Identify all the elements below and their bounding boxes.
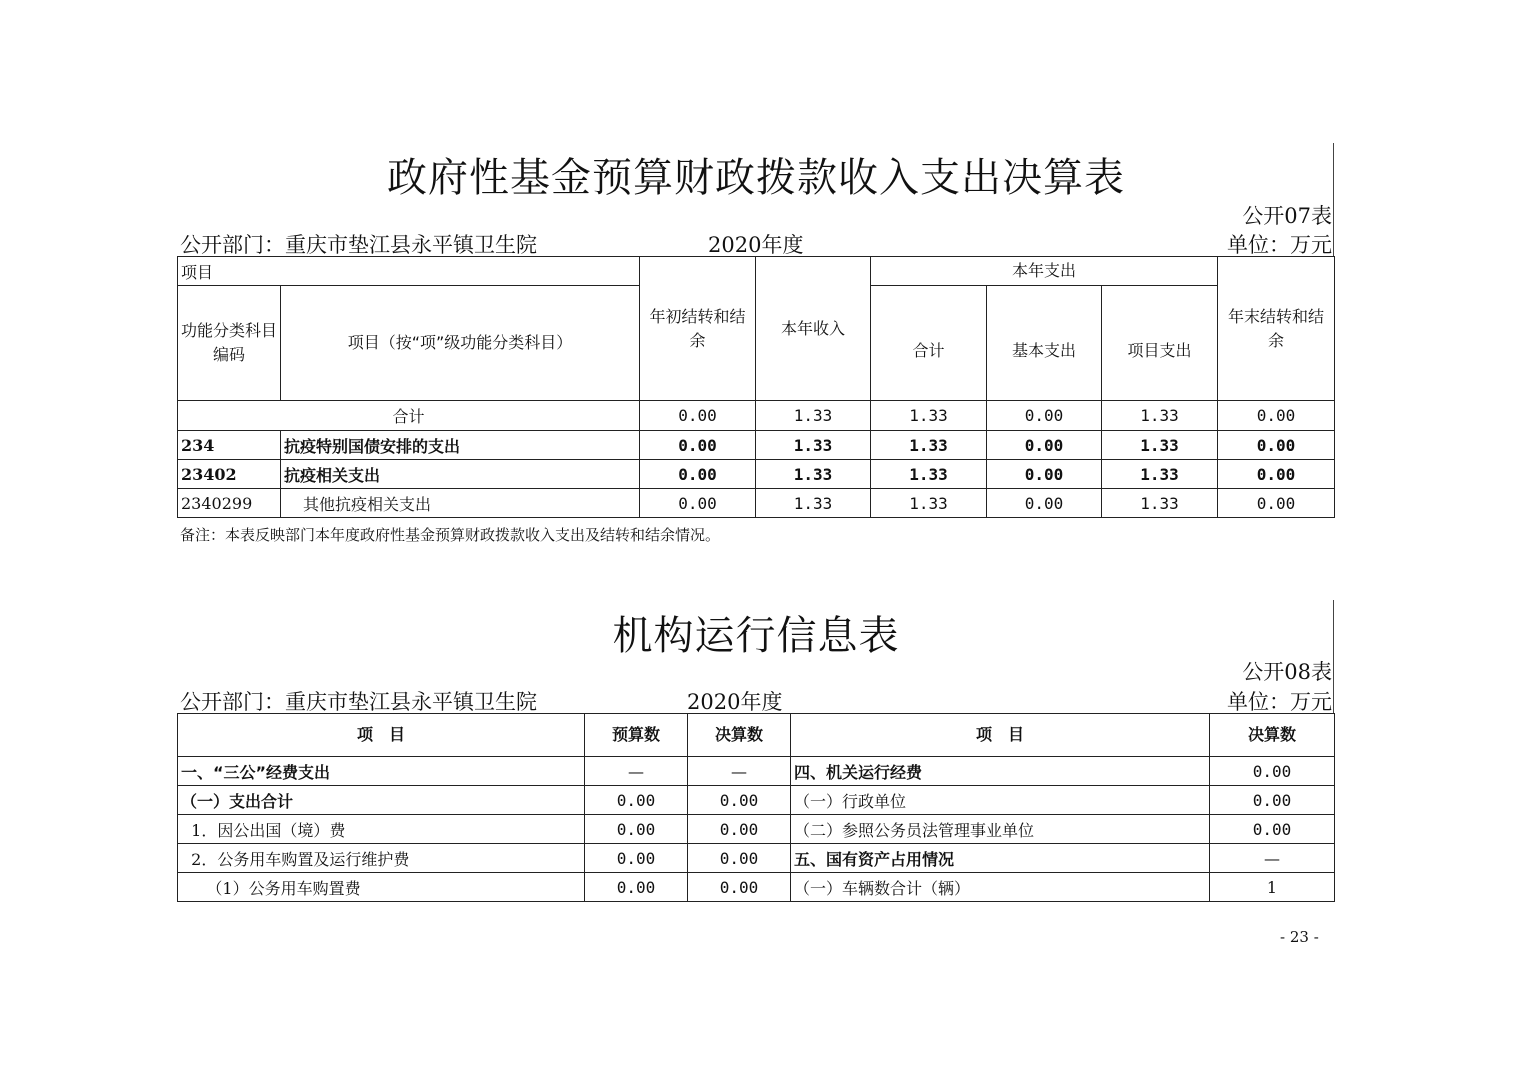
row-left-item: （1）公务用车购置费 bbox=[178, 873, 585, 902]
total-basic: 0.00 bbox=[987, 401, 1102, 431]
row-name: 抗疫特别国债安排的支出 bbox=[281, 431, 640, 460]
table-row bbox=[178, 489, 1335, 518]
table08-number: 公开08表 bbox=[1242, 660, 1332, 684]
row-right-value: 0.00 bbox=[1210, 757, 1335, 786]
table-row bbox=[178, 844, 1335, 873]
row-budget: 0.00 bbox=[585, 844, 688, 873]
row-income: 1.33 bbox=[756, 489, 871, 518]
table07-unit: 单位：万元 bbox=[1227, 233, 1332, 257]
row-left-item: （一）支出合计 bbox=[178, 786, 585, 815]
header-final-right: 决算数 bbox=[1210, 714, 1335, 757]
header-project-expense: 项目支出 bbox=[1102, 286, 1218, 401]
row-budget: — bbox=[585, 757, 688, 786]
row-name: 其他抗疫相关支出 bbox=[281, 489, 640, 518]
total-end: 0.00 bbox=[1218, 401, 1335, 431]
row-final: 0.00 bbox=[688, 815, 791, 844]
row-right-item: 五、国有资产占用情况 bbox=[791, 844, 1210, 873]
row-code: 2340299 bbox=[178, 489, 281, 518]
table-row bbox=[178, 431, 1335, 460]
header-budget: 预算数 bbox=[585, 714, 688, 757]
header-basic: 基本支出 bbox=[987, 286, 1102, 401]
row-code: 23402 bbox=[178, 460, 281, 489]
row-total: 1.33 bbox=[871, 431, 987, 460]
row-right-value: 0.00 bbox=[1210, 786, 1335, 815]
table-row bbox=[178, 757, 1335, 786]
row-total: 1.33 bbox=[871, 489, 987, 518]
row-right-value: 0.00 bbox=[1210, 815, 1335, 844]
row-left-item: 1．因公出国（境）费 bbox=[178, 815, 585, 844]
header-project: 项目 bbox=[178, 257, 640, 286]
table-row bbox=[178, 873, 1335, 902]
row-end: 0.00 bbox=[1218, 431, 1335, 460]
row-budget: 0.00 bbox=[585, 815, 688, 844]
row-project: 1.33 bbox=[1102, 460, 1218, 489]
table07-year: 2020年度 bbox=[708, 233, 804, 257]
table-row bbox=[178, 815, 1335, 844]
row-right-value: 1 bbox=[1210, 873, 1335, 902]
row-end: 0.00 bbox=[1218, 460, 1335, 489]
row-begin: 0.00 bbox=[640, 460, 756, 489]
header-name: 项目（按“项”级功能分类科目） bbox=[281, 286, 640, 401]
row-end: 0.00 bbox=[1218, 489, 1335, 518]
header-begin-balance: 年初结转和结余 bbox=[640, 257, 756, 401]
header-income: 本年收入 bbox=[756, 257, 871, 401]
row-left-item: 一、“三公”经费支出 bbox=[178, 757, 585, 786]
total-begin: 0.00 bbox=[640, 401, 756, 431]
header-code: 功能分类科目编码 bbox=[178, 286, 281, 401]
row-final: 0.00 bbox=[688, 786, 791, 815]
row-right-item: （二）参照公务员法管理事业单位 bbox=[791, 815, 1210, 844]
table08-title: 机构运行信息表 bbox=[612, 613, 900, 659]
row-begin: 0.00 bbox=[640, 431, 756, 460]
row-basic: 0.00 bbox=[987, 489, 1102, 518]
row-left-item: 2．公务用车购置及运行维护费 bbox=[178, 844, 585, 873]
row-right-value: — bbox=[1210, 844, 1335, 873]
header-total: 合计 bbox=[871, 286, 987, 401]
total-row bbox=[178, 401, 1335, 431]
row-budget: 0.00 bbox=[585, 873, 688, 902]
row-income: 1.33 bbox=[756, 431, 871, 460]
header-expense-group: 本年支出 bbox=[871, 257, 1218, 286]
table07-department: 公开部门：重庆市垫江县永平镇卫生院 bbox=[180, 233, 537, 257]
row-code: 234 bbox=[178, 431, 281, 460]
row-name: 抗疫相关支出 bbox=[281, 460, 640, 489]
row-final: 0.00 bbox=[688, 844, 791, 873]
table08-year: 2020年度 bbox=[687, 690, 783, 714]
total-expense: 1.33 bbox=[871, 401, 987, 431]
total-label: 合计 bbox=[178, 401, 640, 431]
table07 bbox=[177, 256, 1335, 518]
row-final: 0.00 bbox=[688, 873, 791, 902]
table07-note: 备注：本表反映部门本年度政府性基金预算财政拨款收入支出及结转和结余情况。 bbox=[180, 526, 721, 544]
total-income: 1.33 bbox=[756, 401, 871, 431]
row-basic: 0.00 bbox=[987, 460, 1102, 489]
row-basic: 0.00 bbox=[987, 431, 1102, 460]
table-row bbox=[178, 786, 1335, 815]
row-right-item: （一）车辆数合计（辆） bbox=[791, 873, 1210, 902]
row-right-item: （一）行政单位 bbox=[791, 786, 1210, 815]
page-number: - 23 - bbox=[1280, 928, 1319, 946]
table-row bbox=[178, 460, 1335, 489]
row-final: — bbox=[688, 757, 791, 786]
row-income: 1.33 bbox=[756, 460, 871, 489]
row-right-item: 四、机关运行经费 bbox=[791, 757, 1210, 786]
header-final: 决算数 bbox=[688, 714, 791, 757]
total-project: 1.33 bbox=[1102, 401, 1218, 431]
header-end-balance: 年末结转和结余 bbox=[1218, 257, 1335, 401]
header-item-left: 项 目 bbox=[178, 714, 585, 757]
row-project: 1.33 bbox=[1102, 489, 1218, 518]
header-item-right: 项 目 bbox=[791, 714, 1210, 757]
row-budget: 0.00 bbox=[585, 786, 688, 815]
table07-number: 公开07表 bbox=[1242, 204, 1332, 228]
row-project: 1.33 bbox=[1102, 431, 1218, 460]
table08-unit: 单位：万元 bbox=[1227, 690, 1332, 714]
table08-department: 公开部门：重庆市垫江县永平镇卫生院 bbox=[180, 690, 537, 714]
table08 bbox=[177, 713, 1335, 902]
table07-title: 政府性基金预算财政拨款收入支出决算表 bbox=[387, 155, 1125, 201]
row-total: 1.33 bbox=[871, 460, 987, 489]
row-begin: 0.00 bbox=[640, 489, 756, 518]
